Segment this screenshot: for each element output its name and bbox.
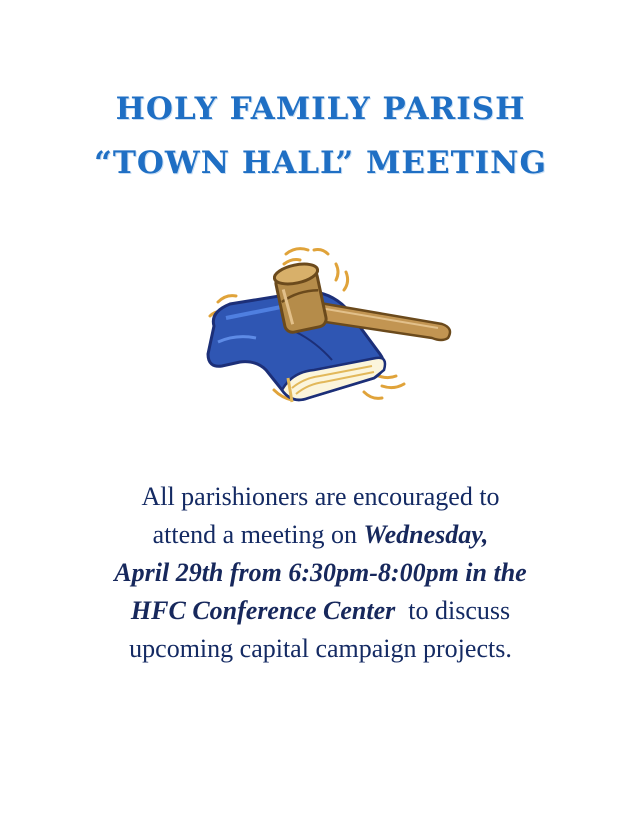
details-line-4 xyxy=(40,592,601,630)
details-line-4-text: to discuss xyxy=(408,596,511,625)
details-line-5: upcoming capital campaign projects. xyxy=(129,634,512,663)
meeting-day: Wednesday, xyxy=(363,520,489,549)
title-line-parish: HOLY FAMILY PARISH xyxy=(115,91,526,127)
gavel-on-book-icon xyxy=(196,242,462,422)
meeting-location: HFC Conference Center xyxy=(130,596,396,625)
meeting-details xyxy=(40,478,601,668)
flyer-title xyxy=(0,82,641,190)
details-line-2-text: attend a meeting on xyxy=(152,520,357,549)
details-line-1: All parishioners are encouraged to xyxy=(141,482,500,511)
meeting-date-time: April 29th from 6:30pm-8:00pm in the xyxy=(114,558,527,587)
title-line-meeting: “TOWN HALL” MEETING xyxy=(94,145,547,181)
details-line-2 xyxy=(40,516,601,554)
